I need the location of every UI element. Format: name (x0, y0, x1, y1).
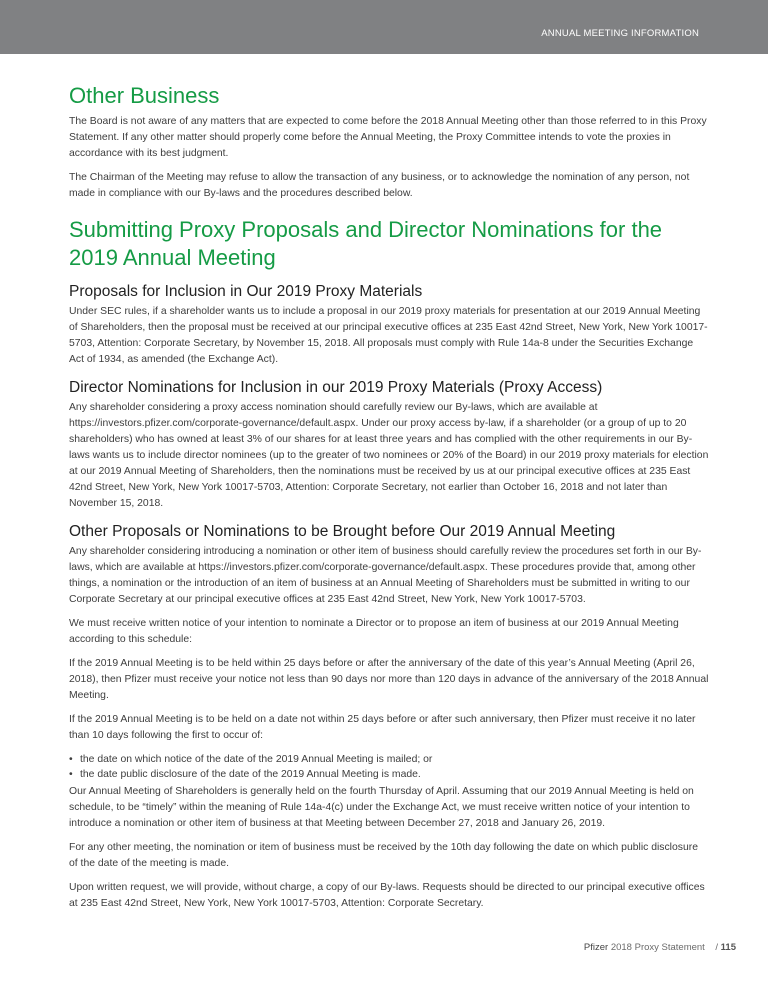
paragraph: If the 2019 Annual Meeting is to be held within 25 days before or after the anniversary of the date of this year’s Annual Meeting (April 26, 2018), then Pfizer must receive your notice not less than 90 days nor more than 120 days in advance of the anniversary of the 2018 Annual Meeting. (69, 658, 709, 701)
page-content (69, 82, 709, 920)
paragraph: If the 2019 Annual Meeting is to be held on a date not within 25 days before or after such anniversary, then Pfizer must receive it no later than 10 days following the first to occur of: (69, 714, 696, 741)
page-footer (584, 942, 736, 953)
list-item: • the date on which notice of the date of the 2019 Annual Meeting is mailed; or (69, 754, 433, 765)
bullet-icon: • (69, 769, 73, 780)
subheading-other-proposals: Other Proposals or Nominations to be Brought before Our 2019 Annual Meeting (69, 523, 616, 540)
subheading-director-nominations: Director Nominations for Inclusion in our 2019 Proxy Materials (Proxy Access) (69, 379, 603, 396)
header-bar (0, 0, 768, 54)
paragraph: Under SEC rules, if a shareholder wants us to include a proposal in our 2019 proxy materials for presentation at our 2019 Annual Meeting of Shareholders, then the proposal must be received at our principal executive offices at 235 East 42nd Street, New York, New York 10017-5703, Attention: Corporate Secretary, by November 15, 2018. All proposals must comply with Rule 14a-8 under the Securities Exchange Act of 1934, as amended (the Exchange Act). (69, 306, 708, 365)
bullet-list (69, 752, 709, 782)
footer-doc-title: 2018 Proxy Statement (610, 942, 705, 953)
paragraph: The Board is not aware of any matters that are expected to come before the 2018 Annual Meeting other than those referred to in this Proxy Statement. If any other matter should properly come before the Annual Meeting, the Proxy Committee intends to vote the proxies in accordance with its best judgment. (69, 116, 707, 159)
section-title: ANNUAL MEETING INFORMATION (541, 28, 699, 39)
paragraph: We must receive written notice of your intention to nominate a Director or to propose an item of business at our 2019 Annual Meeting according to this schedule: (69, 618, 679, 645)
footer-separator: / (715, 942, 719, 953)
paragraph: Upon written request, we will provide, without charge, a copy of our By-laws. Requests should be directed to our principal executive offices at 235 East 42nd Street, New York, New York 10017-5703, Attention: Corporate Secretary. (69, 882, 705, 909)
paragraph: Any shareholder considering a proxy access nomination should carefully review our By-laws, which are available at https://investors.pfizer.com/corporate-governance/default.aspx. Under our proxy access by-law, if a shareholder (or a group of up to 20 shareholders) who has owned at least 3% of our shares for at least three years and has complied with the other requirements in our By-laws wants us to include director nominees (up to the greater of two nominees or 20% of the Board) in our 2019 proxy materials for election at our 2019 Annual Meeting of Shareholders, then the nominations must be received by us at our principal executive offices at 235 East 42nd Street, New York, New York 10017-5703, Attention: Corporate Secretary, not earlier than October 16, 2018 and not later than November 15, 2018. (69, 402, 709, 509)
paragraph: Our Annual Meeting of Shareholders is generally held on the fourth Thursday of April. Assuming that our 2019 Annual Meeting is held on schedule, to be “timely” within the meaning of Rule 14a-4(c) under the Exchange Act, we must receive written notice of your intention to introduce a nomination or other item of business at that Meeting between December 27, 2018 and January 26, 2019. (69, 786, 694, 829)
paragraph: For any other meeting, the nomination or item of business must be received by the 10th day following the date on which public disclosure of the date of the meeting is made. (69, 842, 698, 869)
heading-other-business: Other Business (69, 83, 220, 108)
subheading-proposals-inclusion: Proposals for Inclusion in Our 2019 Proxy Materials (69, 283, 423, 300)
paragraph: The Chairman of the Meeting may refuse to allow the transaction of any business, or to acknowledge the nomination of any person, not made in compliance with our By-laws and the procedures described below. (69, 172, 690, 199)
paragraph: Any shareholder considering introducing a nomination or other item of business should carefully review the procedures set forth in our By-laws, which are available at https://investors.pfizer.com/corporate-governance/default.aspx. These procedures provide that, among other things, a nomination or the introduction of an item of business at an Annual Meeting of Shareholders must be submitted in writing to our Corporate Secretary at our principal executive offices at 235 East 42nd Street, New York, New York 10017-5703. (69, 546, 702, 605)
bullet-icon: • (69, 754, 73, 765)
list-item: • the date public disclosure of the date of the 2019 Annual Meeting is made. (69, 769, 421, 780)
page-number: 115 (720, 942, 736, 953)
footer-brand: Pfizer (583, 942, 609, 953)
heading-submitting-proposals: Submitting Proxy Proposals and Director Nominations for the 2019 Annual Meeting (69, 217, 663, 270)
